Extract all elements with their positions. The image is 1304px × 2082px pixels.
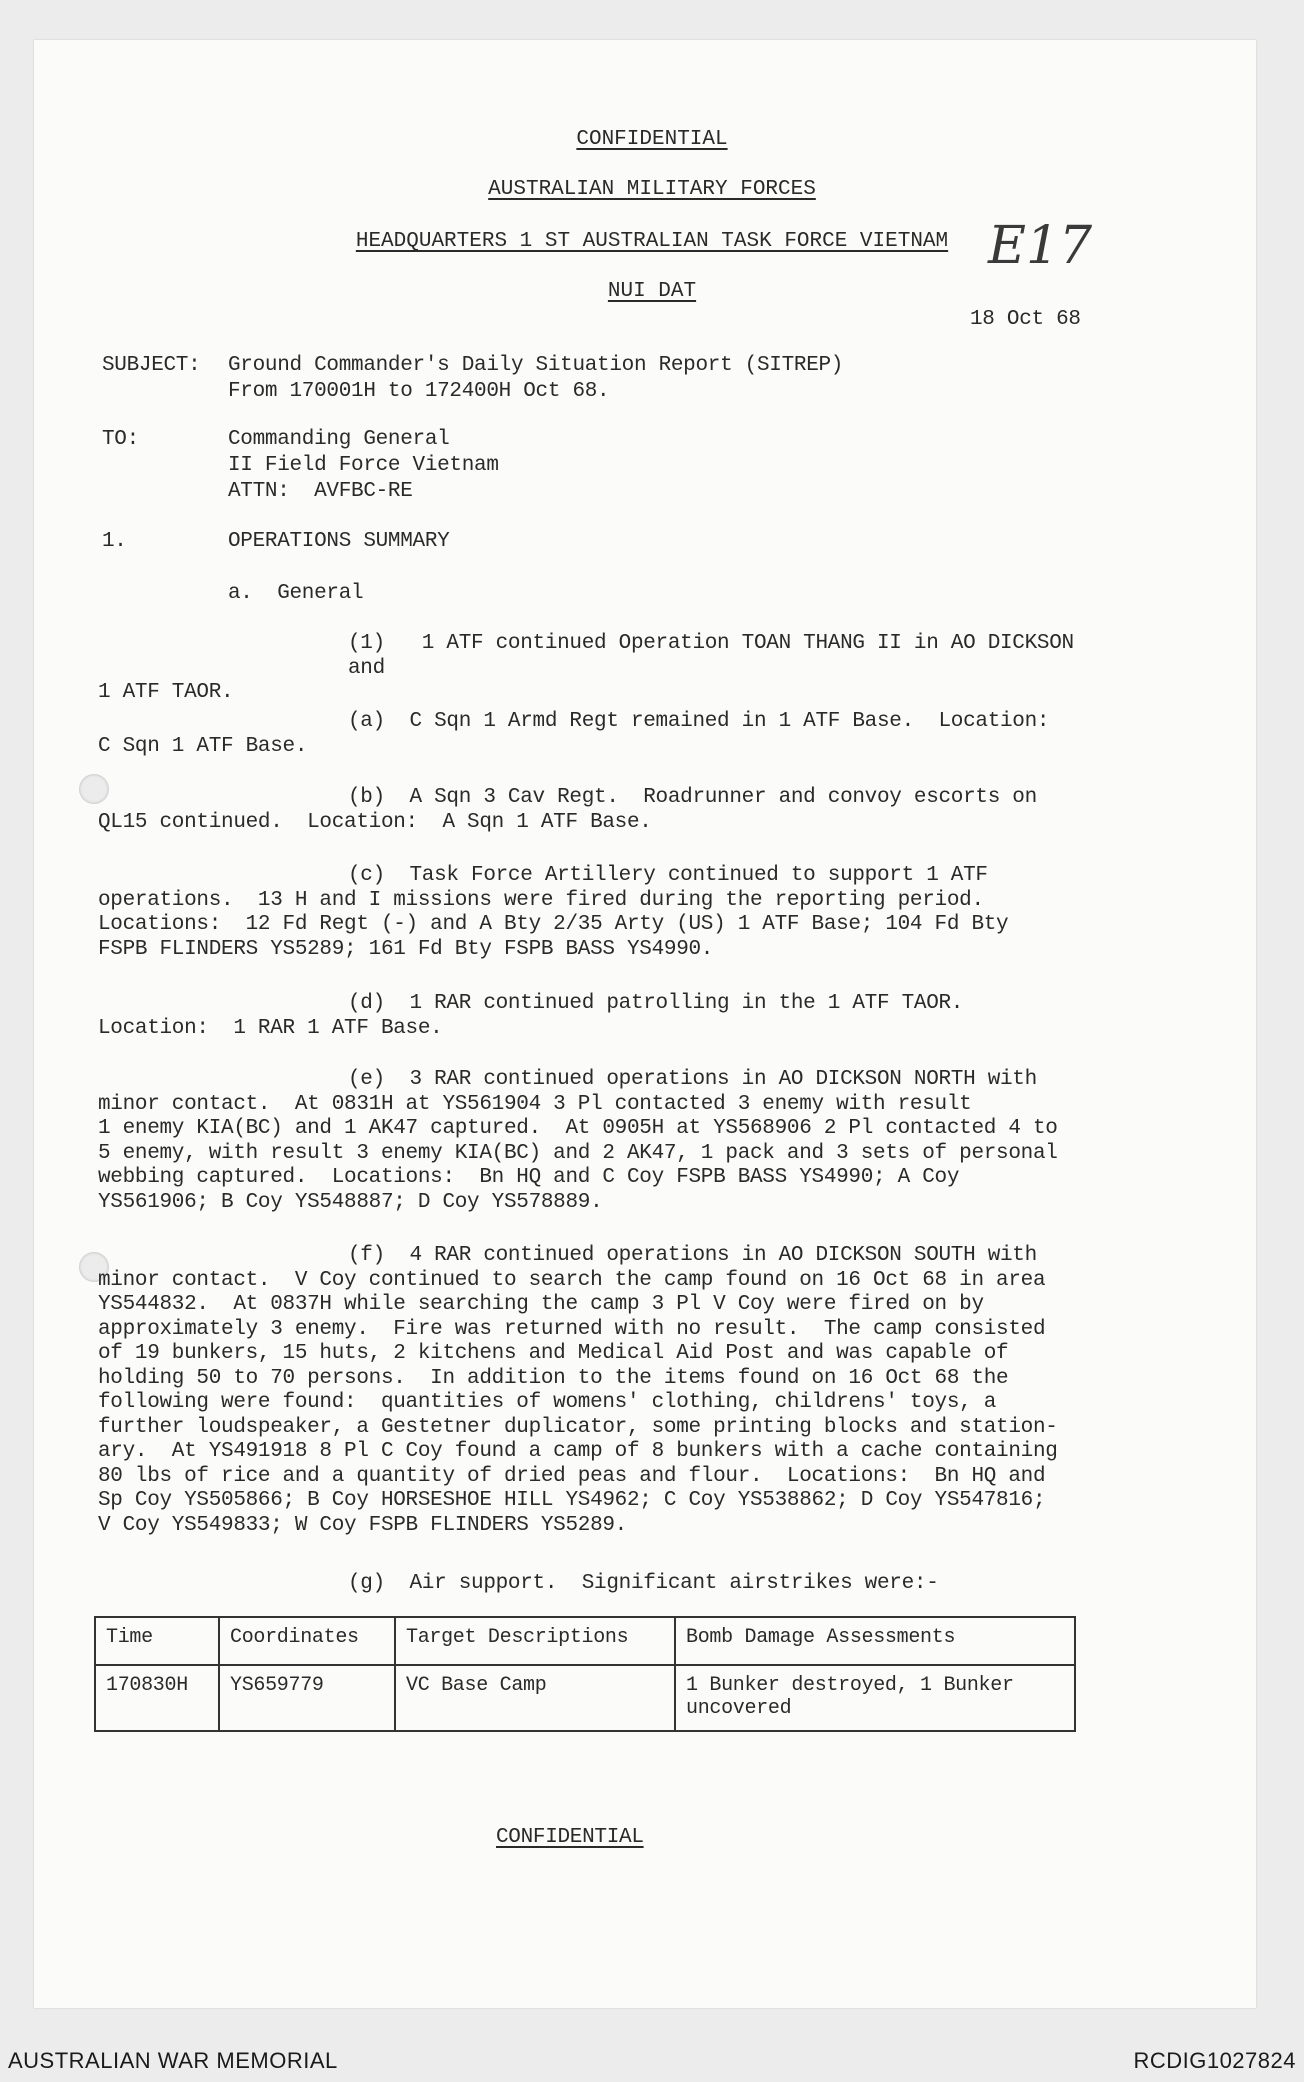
table-header-row (95, 1617, 1075, 1665)
paragraph-f-first-line: (f) 4 RAR continued operations in AO DICKSON SOUTH with (348, 1244, 1037, 1267)
to-line-3: ATTN: AVFBC-RE (228, 480, 413, 503)
paragraph-a-first-line: (a) C Sqn 1 Armd Regt remained in 1 ATF Base. Location: (348, 710, 1050, 733)
paragraph-d-first-line: (d) 1 RAR continued patrolling in the 1 ATF TAOR. (348, 992, 964, 1015)
paragraph-a-body: C Sqn 1 ATF Base. (98, 734, 308, 758)
archive-footer-right: RCDIG1027824 (1133, 2048, 1296, 2073)
paragraph-f-body: minor contact. V Coy continued to search the camp found on 16 Oct 68 in area YS544832. At 0837H while searching the camp 3 Pl V Coy were fired on by approximately 3 enemy. Fire was returned with no result. The camp consisted of 19 bunkers, 15 huts, 2 kitchens and Medical Aid Post and was capable of holding 50 to 70 persons. In addition to the items found on 16 Oct 68 the following were found: quantities of womens' clothing, childrens' toys, a further loudspeaker, a Gestetner duplicator, some printing blocks and station- ary. At YS491918 8 Pl C Coy found a camp of 8 bunkers with a cache containing 80 lbs of rice and a quantity of dried peas and flour. Locations: Bn HQ and Sp Coy YS505866; B Coy HORSESHOE HILL YS4962; C Coy YS538862; D Coy YS547816; V Coy YS549833; W Coy FSPB FLINDERS YS5289. (98, 1268, 1058, 1537)
to-line-1: Commanding General (228, 428, 450, 451)
paragraph-e-body: minor contact. At 0831H at YS561904 3 Pl contacted 3 enemy with result 1 enemy KIA(BC) and 1 AK47 captured. At 0905H at YS568906 2 Pl contacted 4 to 5 enemy, with result 3 enemy KIA(BC) and 2 AK47, 1 pack and 3 sets of personal webbing captured. Locations: Bn HQ and C Coy FSPB BASS YS4990; A Coy YS561906; B Coy YS548887; D Coy YS578889. (98, 1092, 1058, 1214)
section-title: OPERATIONS SUMMARY (228, 530, 450, 553)
table-row (95, 1665, 1075, 1731)
paragraph-d (98, 992, 1098, 1041)
column-header: Target Descriptions (395, 1617, 675, 1665)
paragraph-1 (98, 632, 1098, 706)
location-title: NUI DAT (607, 280, 697, 303)
subject-line-2: From 170001H to 172400H Oct 68. (228, 380, 610, 403)
subsection-general: a. General (228, 582, 364, 605)
paragraph-e (98, 1068, 1098, 1215)
table-cell-target: VC Base Camp (395, 1665, 675, 1731)
paragraph-f (98, 1244, 1098, 1538)
document-date: 18 Oct 68 (970, 308, 1081, 331)
paragraph-c-body: operations. 13 H and I missions were fired during the reporting period. Locations: 12 Fd Regt (-) and A Bty 2/35 Arty (US) 1 ATF Base; 104 Fd Bty FSPB FLINDERS YS5289; 161 Fd Bty FSPB BASS YS4990. (98, 888, 1009, 961)
paragraph-d-body: Location: 1 RAR 1 ATF Base. (98, 1016, 443, 1040)
subject-label: SUBJECT: (102, 354, 201, 377)
column-header: Bomb Damage Assessments (675, 1617, 1075, 1665)
to-line-2: II Field Force Vietnam (228, 454, 499, 477)
paragraph-g (98, 1572, 1098, 1597)
archive-footer-left: AUSTRALIAN WAR MEMORIAL (8, 2048, 338, 2073)
to-label: TO: (102, 428, 139, 451)
classification-bottom: CONFIDENTIAL (496, 1826, 644, 1849)
paragraph-b-body: QL15 continued. Location: A Sqn 1 ATF Base. (98, 810, 652, 834)
classification-top: CONFIDENTIAL (576, 128, 728, 151)
paragraph-c (98, 864, 1098, 962)
handwritten-reference: E17 (988, 216, 1093, 276)
table-cell-coordinates: YS659779 (219, 1665, 395, 1731)
section-number: 1. (102, 530, 127, 553)
column-header: Time (95, 1617, 219, 1665)
paragraph-a (98, 710, 1098, 759)
subject-line-1: Ground Commander's Daily Situation Report (SITREP) (228, 354, 844, 377)
table-cell-time: 170830H (95, 1665, 219, 1731)
paragraph-e-first-line: (e) 3 RAR continued operations in AO DICKSON NORTH with (348, 1068, 1037, 1091)
column-header: Coordinates (219, 1617, 395, 1665)
paragraph-1-first-line: (1) 1 ATF continued Operation TOAN THANG II in AO DICKSON and (348, 632, 1087, 680)
airstrikes-table (94, 1616, 1076, 1732)
organization-title: AUSTRALIAN MILITARY FORCES (488, 178, 816, 201)
paragraph-b (98, 786, 1098, 835)
headquarters-title: HEADQUARTERS 1 ST AUSTRALIAN TASK FORCE VIETNAM (355, 230, 949, 253)
paragraph-b-first-line: (b) A Sqn 3 Cav Regt. Roadrunner and convoy escorts on (348, 786, 1037, 809)
table-cell-damage: 1 Bunker destroyed, 1 Bunker uncovered (675, 1665, 1075, 1731)
paragraph-1-body: 1 ATF TAOR. (98, 681, 234, 704)
paragraph-g-line: (g) Air support. Significant airstrikes were:- (348, 1572, 939, 1595)
paragraph-c-first-line: (c) Task Force Artillery continued to support 1 ATF (348, 864, 988, 887)
